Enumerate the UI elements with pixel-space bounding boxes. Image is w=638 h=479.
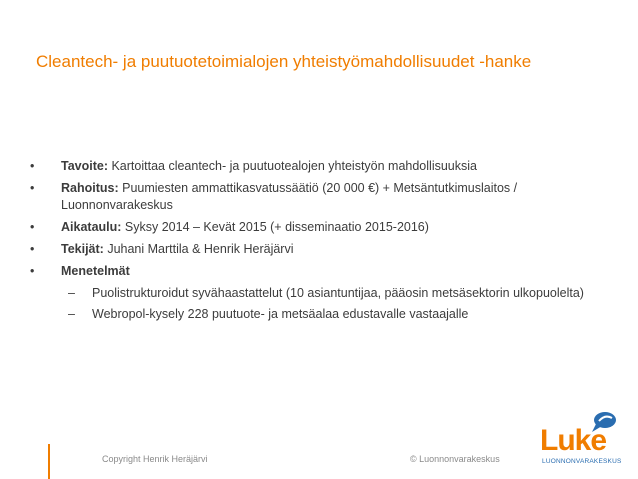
footer-copyright: Copyright Henrik Heräjärvi — [102, 454, 208, 464]
bullet-schedule — [30, 219, 600, 236]
luke-logo — [540, 410, 620, 468]
bullet-text: Juhani Marttila & Henrik Heräjärvi — [103, 242, 294, 256]
subbullet-interviews — [30, 285, 600, 302]
bullet-label: Rahoitus: — [61, 181, 119, 195]
bullet-methods — [30, 263, 600, 280]
bullet-label: Aikataulu: — [61, 220, 122, 234]
slide-title: Cleantech- ja puutuotetoimialojen yhteistyömahdollisuudet -hanke — [36, 52, 532, 71]
bullet-label: Tavoite: — [61, 159, 108, 173]
subbullet-marker: – — [68, 286, 75, 300]
bullet-text: Syksy 2014 – Kevät 2015 (+ disseminaatio 2015-2016) — [121, 220, 429, 234]
subbullet-survey — [30, 306, 600, 323]
logo-subtitle: LUONNONVARAKESKUS — [542, 458, 622, 465]
bullet-marker: • — [30, 264, 35, 278]
footer-accent-bar — [48, 444, 50, 479]
bullet-label: Tekijät: — [61, 242, 104, 256]
bullet-marker: • — [30, 181, 35, 195]
subbullet-text: Puolistrukturoidut syvähaastattelut (10 asiantuntijaa, pääosin metsäsektorin ulkopuolelta) — [92, 286, 584, 300]
logo-wordmark: Luke — [540, 424, 607, 457]
subbullet-text: Webropol-kysely 228 puutuote- ja metsäalaa edustavalle vastaajalle — [92, 307, 469, 321]
bullet-text: Kartoittaa cleantech- ja puutuotealojen yhteistyön mahdollisuuksia — [108, 159, 477, 173]
subbullet-marker: – — [68, 307, 75, 321]
bullet-authors — [30, 241, 600, 258]
bullet-marker: • — [30, 220, 35, 234]
bullet-text: Puumiesten ammattikasvatussäätiö (20 000 €) + Metsäntutkimuslaitos / Luonnonvarakeskus — [61, 181, 518, 212]
bullet-marker: • — [30, 242, 35, 256]
bullet-goal — [30, 158, 600, 175]
bullet-marker: • — [30, 159, 35, 173]
slide-content — [30, 158, 600, 327]
bullet-label: Menetelmät — [61, 264, 130, 278]
bullet-funding — [30, 180, 600, 214]
footer-organization: © Luonnonvarakeskus — [410, 454, 500, 464]
